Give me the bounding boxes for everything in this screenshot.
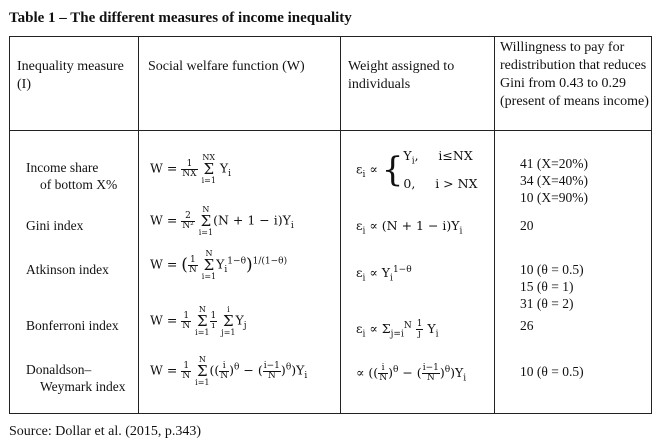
swf-bonferroni: W = $\frac{1}{N}$ N Σ i=1 $\frac{1}{i}$ i Σ j=1 $Y_j$ [150, 305, 247, 337]
row-atkinson-name: Atkinson index [26, 262, 109, 277]
wtp-gini: 20 [520, 218, 534, 233]
row-bonferroni-name: Bonferroni index [26, 318, 119, 333]
header-swf: Social welfare function (W) [148, 59, 305, 74]
swf-atkinson: W = ( $\frac{1}{N}$ N Σ i=1 $Y_i^{1-\theta})^{1/(1-\theta)}$ [150, 249, 288, 281]
table-caption: Table 1 – The different measures of income inequality [9, 10, 352, 26]
wtp-value: 15 (θ = 1) [520, 279, 574, 294]
weight-gini: $\varepsilon_i \propto (N + 1 - i)Y_i$ [356, 218, 463, 237]
inequality-table [9, 36, 652, 414]
weight-atkinson: $\varepsilon_i \propto Y_i^{1-\theta}$ [356, 265, 412, 284]
weight-bonferroni: $\varepsilon_i \propto \Sigma_{j=i}^N$ $\frac{1}{j}$ $Y_i$ [356, 319, 439, 340]
wtp-atkinson [520, 261, 584, 312]
row-name-line: Weymark index [40, 379, 126, 394]
column-divider [340, 37, 341, 413]
header-measure: Inequality measure (I) [17, 59, 124, 92]
row-name-line: Donaldson– [26, 362, 92, 377]
swf-donaldson-weymark: W = $\frac{1}{N}$ N Σ i=1 (( $\frac{i}{N}$ )$^\theta$ − ( $\frac{i-1}{N}$ )$^\theta)Y_i$ [150, 355, 308, 387]
weight-income-share: $\varepsilon_i \propto \{Y_i$, i≤NX 0, i > NX [356, 148, 478, 191]
column-divider [138, 37, 139, 413]
row-gini-name: Gini index [26, 218, 84, 233]
header-weight: Weight assigned to individuals [348, 59, 455, 92]
row-name-line: of bottom X% [40, 177, 118, 192]
wtp-donaldson-weymark: 10 (θ = 0.5) [520, 364, 584, 379]
swf-gini: W = $\frac{2}{\text{N²}}$ N Σ i=1 $(N + 1 - i)Y_i$ [150, 205, 294, 237]
weight-donaldson-weymark: ∝ (( $\frac{i}{N}$ )$^\theta$ − ( $\frac{i-1}{N}$ )$^\theta)Y_i$ [356, 363, 467, 384]
row-income-share-name [26, 159, 117, 193]
header-wtp: Willingness to pay for redistribution that reduces Gini from 0.43 to 0.29 (present of means income) [500, 40, 649, 109]
wtp-value: 10 (θ = 0.5) [520, 262, 584, 277]
row-name-line: Income share [26, 160, 99, 175]
wtp-value: 41 (X=20%) [520, 156, 588, 171]
wtp-value: 10 (X=90%) [520, 190, 588, 205]
header-divider [10, 130, 651, 131]
source-note: Source: Dollar et al. (2015, p.343) [9, 424, 202, 439]
column-divider [494, 37, 495, 413]
wtp-value: 34 (X=40%) [520, 173, 588, 188]
wtp-value: 31 (θ = 2) [520, 296, 574, 311]
wtp-income-share [520, 155, 588, 206]
wtp-bonferroni: 26 [520, 318, 534, 333]
row-donaldson-weymark-name [26, 361, 126, 395]
swf-income-share: W = $\frac{1}{NX}$ NX Σ i=1 $Y_i$ [150, 153, 232, 185]
